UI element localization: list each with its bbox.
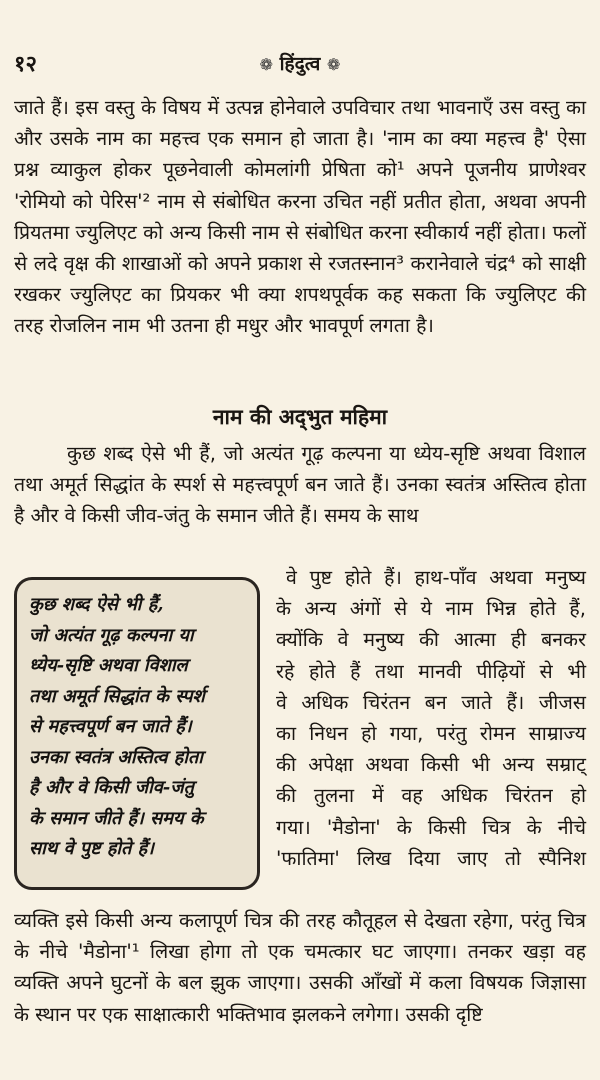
text-line: वे पुष्ट होते हैं। हाथ-पाँव अथवा मनुष्य: [286, 566, 586, 589]
text-line: के अन्य अंगों से ये नाम भिन्न होते हैं,: [276, 597, 586, 621]
pull-quote-line: से महत्त्वपूर्ण बन जाते हैं।: [29, 716, 192, 737]
text-line: क्योंकि वे मनुष्य की आत्मा ही बनकर: [276, 628, 586, 652]
text-line: का निधन हो गया, परंतु रोमन साम्राज्य: [276, 722, 586, 746]
book-title: हिंदुत्व: [279, 53, 321, 75]
text-line: की अपेक्षा अथवा किसी भी अन्य सम्राट्: [276, 753, 586, 777]
pull-quote-box: [14, 577, 260, 890]
pull-quote-line: कुछ शब्द ऐसे भी हैं,: [29, 594, 164, 615]
pull-quote-line: जो अत्यंत गूढ़ कल्पना या: [29, 624, 194, 646]
pull-quote-line: तथा अमूर्त सिद्धांत के स्पर्श: [29, 685, 205, 707]
paragraph-intro: जाते हैं। इस वस्तु के विषय में उत्पन्न होनेवाले उपविचार तथा भावनाएँ उस वस्तु का और उसके नाम का महत्त्व एक समान हो जाता है। 'नाम का क्या महत्त्व है' ऐसा प्रश्न व्याकुल होकर पूछनेवाली कोमलांगी प्रेषिता को¹ अपने पूजनीय प्राणेश्वर 'रोमियो को पेरिस'² नाम से संबोधित करना उचित नहीं प्रतीत होता, अथवा अपनी प्रियतमा ज्युलिएट को अन्य किसी नाम से संबोधित करना स्वीकार्य नहीं होता। फलों से लदे वृक्ष की शाखाओं को अपने प्रकाश से रजतस्नान³ करानेवाले चंद्र⁴ को साक्षी रखकर ज्युलिएट का प्रियकर भी क्या शपथपूर्वक कह सकता कि ज्युलिएट की तरह रोजलिन नाम भी उतना ही मधुर और भावपूर्ण लगता है।: [14, 96, 586, 338]
text-line: वे अधिक चिरंतन बन जाते हैं। जीजस: [276, 690, 586, 714]
paragraph-section-start: कुछ शब्द ऐसे भी हैं, जो अत्यंत गूढ़ कल्पना या ध्येय-सृष्टि अथवा विशाल तथा अमूर्त सिद्धांत के स्पर्श से महत्त्वपूर्ण बन जाते हैं। उनका स्वतंत्र अस्तित्व होता है और वे किसी जीव-जंतु के समान जीते हैं। समय के साथ: [14, 442, 586, 528]
text-line: 'फातिमा' लिख दिया जाए तो स्पैनिश: [276, 846, 586, 870]
pull-quote-line: ध्येय-सृष्टि अथवा विशाल: [29, 655, 188, 676]
page-number: १२: [14, 52, 37, 77]
page-header: [14, 48, 586, 76]
paragraph-continuation: व्यक्ति इसे किसी अन्य कलापूर्ण चित्र की तरह कौतूहल से देखता रहेगा, परंतु चित्र के नीचे 'मैडोना'¹ लिखा होगा तो एक चमत्कार घट जाएगा। तनकर खड़ा वह व्यक्ति अपने घुटनों के बल झुक जाएगा। उसकी आँखों में कला विषयक जिज्ञासा के स्थान पर एक साक्षात्कारी भक्तिभाव झलकने लगेगा। उसकी दृष्टि: [14, 909, 586, 1026]
pull-quote-line: साथ वे पुष्ट होते हैं।: [29, 838, 155, 859]
text-line: रहे होते हैं तथा मानवी पीढ़ियों से भी: [276, 659, 586, 683]
text-line: गया। 'मैडोना' के किसी चित्र के नीचे: [276, 815, 586, 839]
flower-ornament-icon: ❁: [326, 55, 341, 74]
text-line: की तुलना में वह अधिक चिरंतन हो: [276, 784, 586, 808]
pull-quote-line: के समान जीते हैं। समय के: [29, 807, 204, 829]
pull-quote-line: उनका स्वतंत्र अस्तित्व होता: [29, 746, 203, 768]
running-title: [14, 50, 586, 76]
wrapped-text-column: [276, 562, 586, 874]
flower-ornament-icon: ❁: [259, 55, 274, 74]
pull-quote-line: है और वे किसी जीव-जंतु: [29, 777, 194, 798]
section-heading: नाम की अद्‌भुत महिमा: [212, 405, 388, 429]
